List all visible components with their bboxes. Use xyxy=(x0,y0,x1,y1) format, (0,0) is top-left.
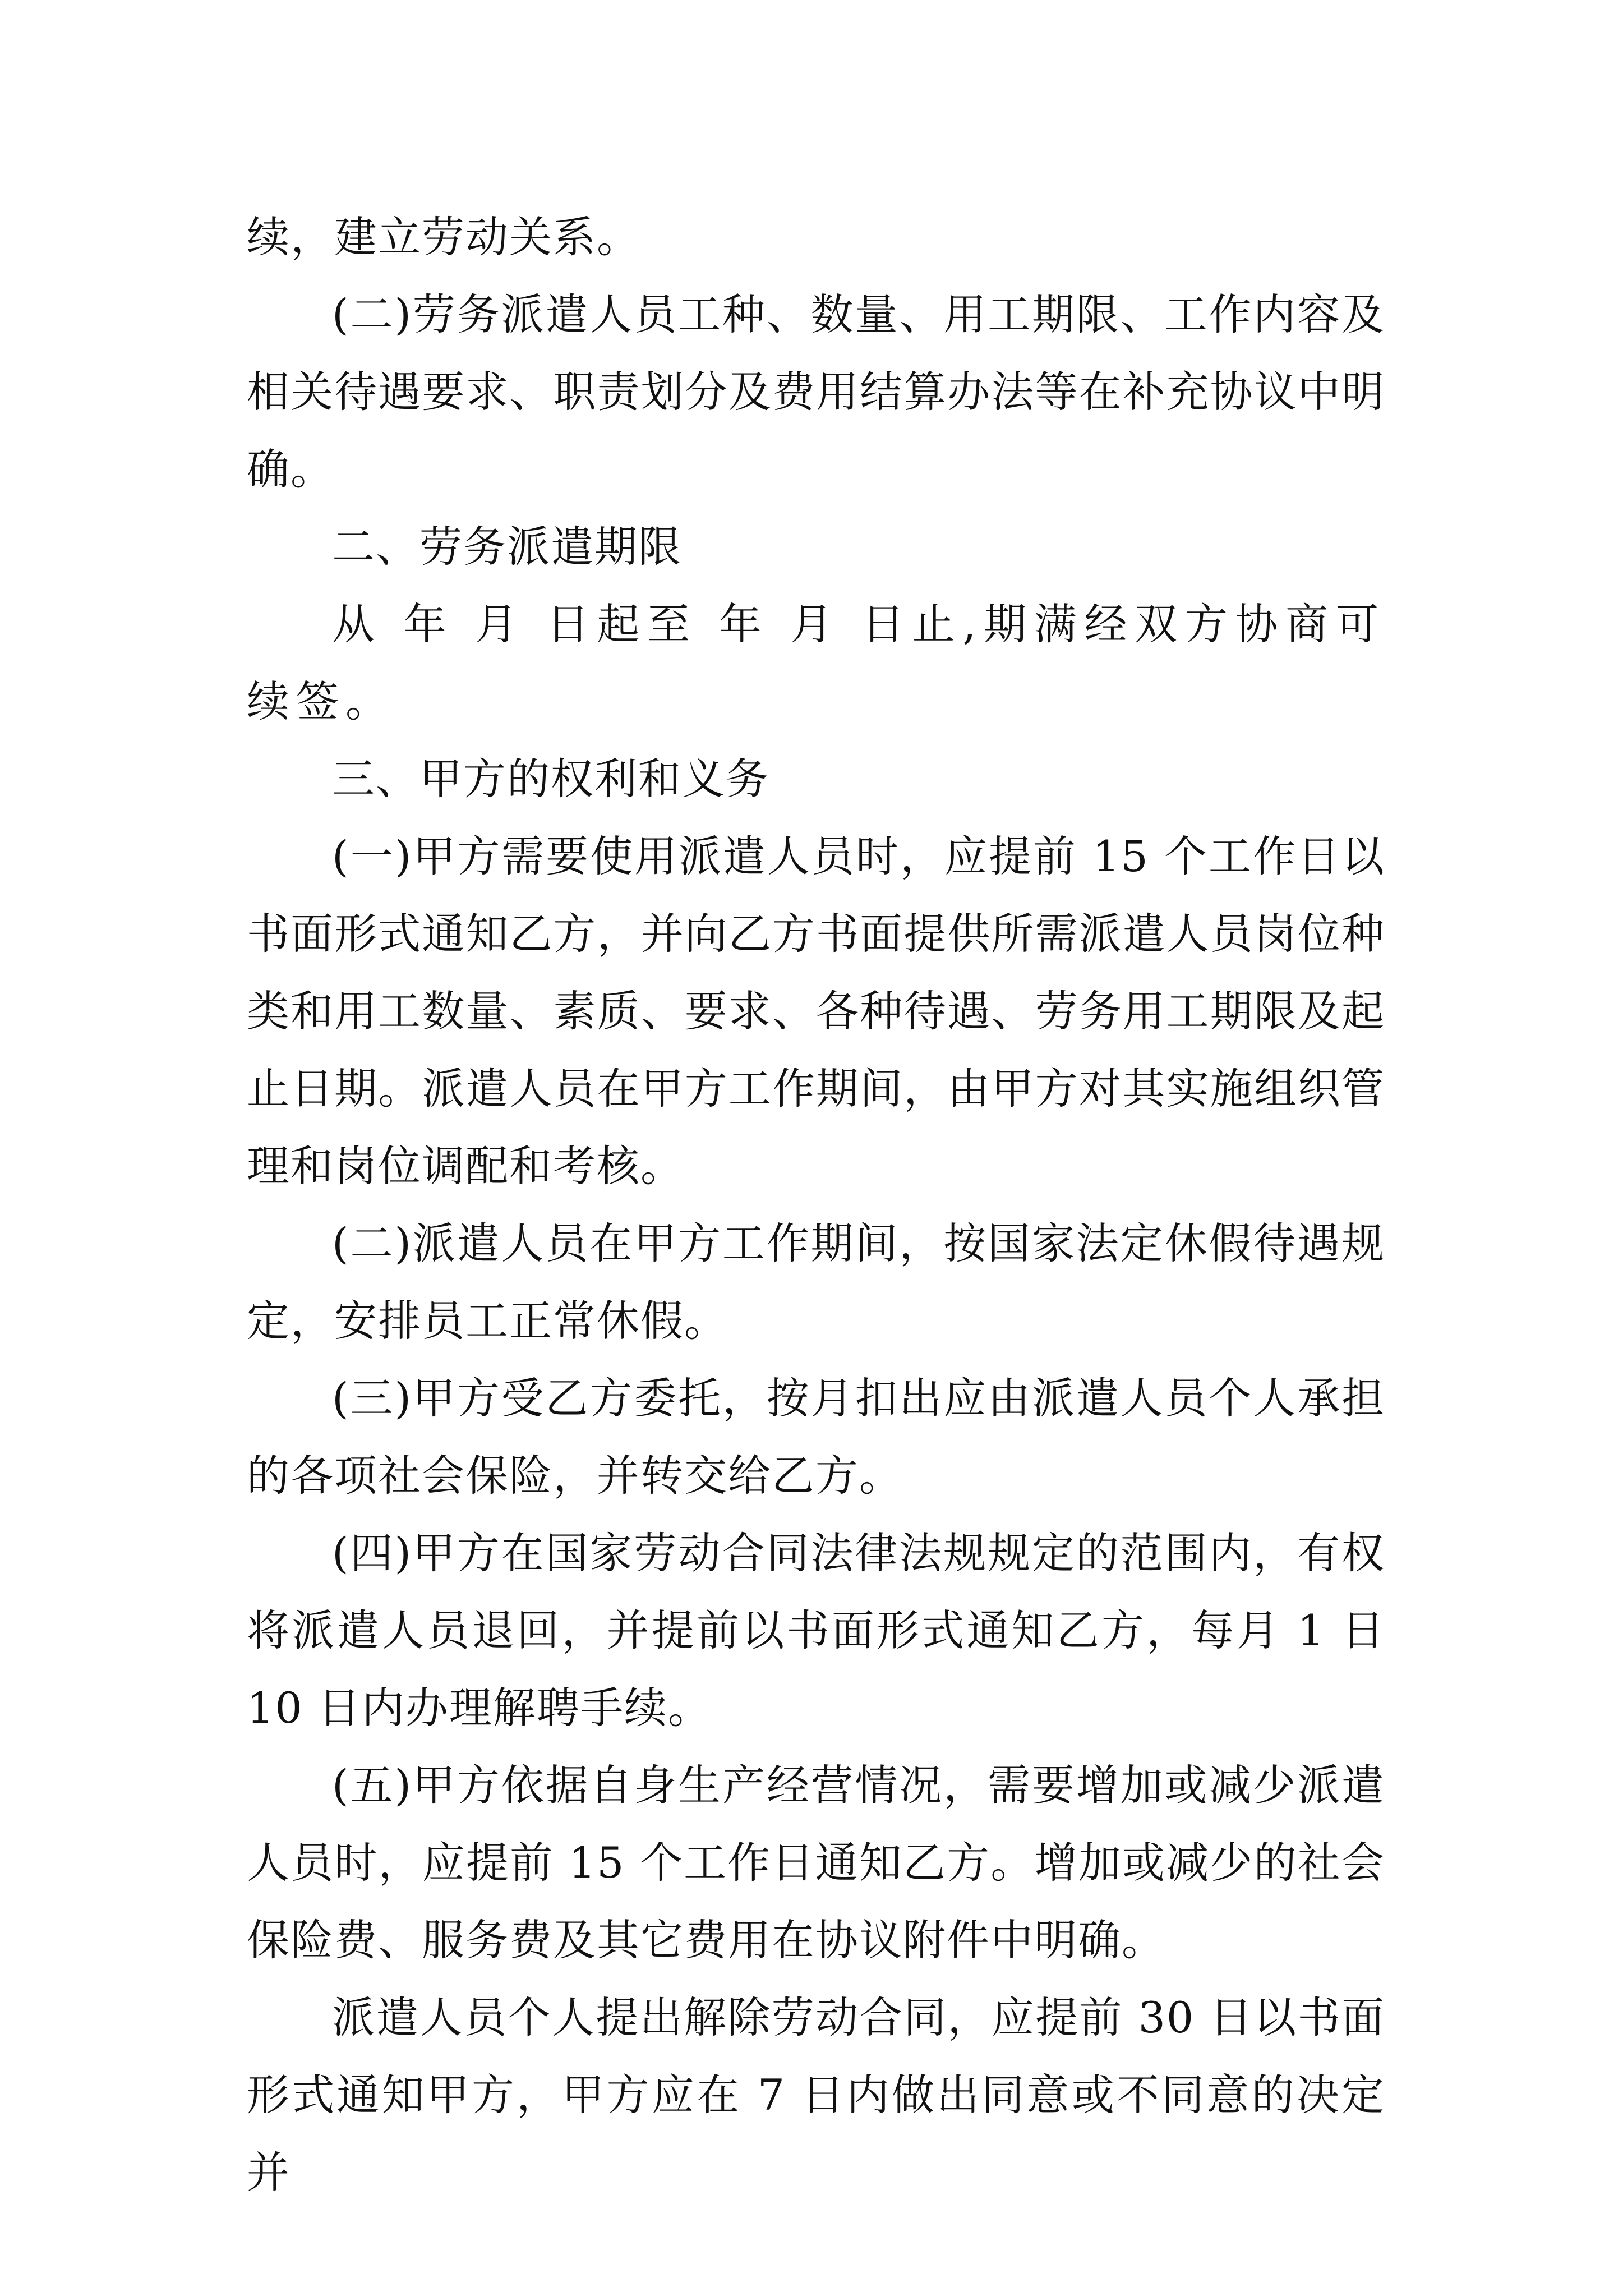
paragraph-clause-3-3: (三)甲方受乙方委托，按月扣出应由派遣人员个人承担的各项社会保险，并转交给乙方。 xyxy=(247,1373,1385,1501)
paragraph-continuation: 续，建立劳动关系。 xyxy=(247,212,640,262)
paragraph-clause-3-5: (五)甲方依据自身生产经营情况，需要增加或减少派遣人员时，应提前 15 个工作日通知乙方。增加或减少的社会保险费、服务费及其它费用在协议附件中明确。 xyxy=(247,1760,1385,1965)
paragraph-resignation: 派遣人员个人提出解除劳动合同，应提前 30 日以书面形式通知甲方，甲方应在 7 日内做出同意或不同意的决定并 xyxy=(247,1993,1385,2197)
paragraph-clause-3-4: (四)甲方在国家劳动合同法律法规规定的范围内，有权将派遣人员退回，并提前以书面形式通知乙方，每月 1 日 10 日内办理解聘手续。 xyxy=(247,1528,1385,1733)
paragraph-clause-3-1: (一)甲方需要使用派遣人员时，应提前 15 个工作日以书面形式通知乙方，并向乙方书面提供所需派遣人员岗位种类和用工数量、素质、要求、各种待遇、劳务用工期限及起止日期。派遣人员在甲方工作期间，由甲方对其实施组织管理和岗位调配和考核。 xyxy=(247,831,1385,1191)
paragraph-clause-1-2: (二)劳务派遣人员工种、数量、用工期限、工作内容及相关待遇要求、职责划分及费用结算办法等在补充协议中明确。 xyxy=(247,289,1385,494)
section-heading-party-a-rights: 三、甲方的权利和义务 xyxy=(332,754,769,804)
document-body xyxy=(247,199,1385,2211)
paragraph-dispatch-period: 从 年 月 日起至 年 月 日止,期满经双方协商可续签。 xyxy=(247,599,1385,726)
section-heading-dispatch-period: 二、劳务派遣期限 xyxy=(332,522,682,572)
paragraph-clause-3-2: (二)派遣人员在甲方工作期间，按国家法定休假待遇规定，安排员工正常休假。 xyxy=(247,1218,1385,1346)
